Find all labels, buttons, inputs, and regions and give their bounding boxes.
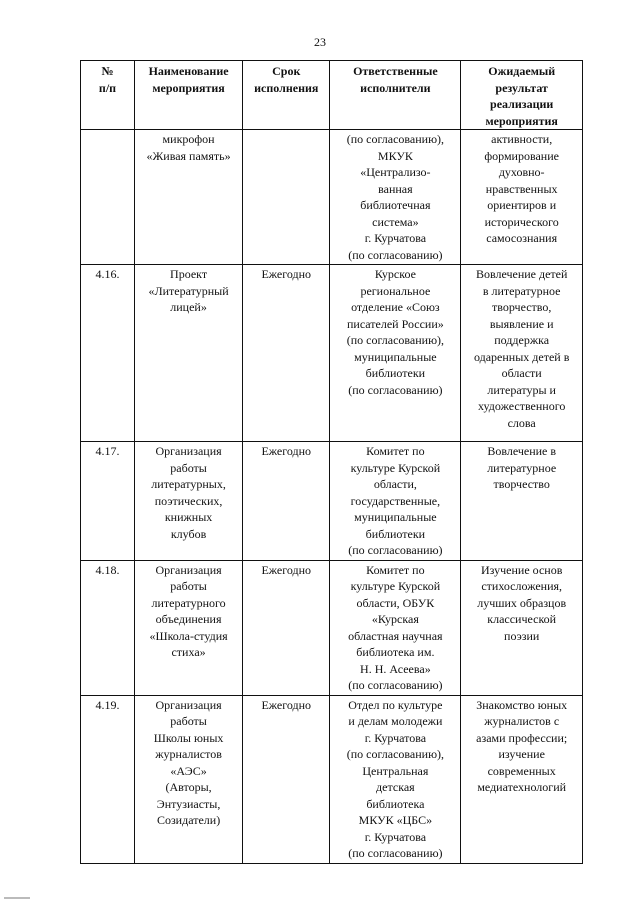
row-term: Ежегодно xyxy=(243,265,330,442)
row-number: 4.17. xyxy=(81,442,135,561)
header-expected-result: Ожидаемый результат реализации мероприятия xyxy=(461,61,583,130)
row-number: 4.16. xyxy=(81,265,135,442)
row-number: 4.19. xyxy=(81,695,135,863)
row-event-name: Организация работы литературного объединения «Школа-студия стиха» xyxy=(135,560,243,695)
row-expected-result: Вовлечение детей в литературное творчество, выявление и поддержка одаренных детей в области литературы и художественного слова xyxy=(461,265,583,442)
page-number: 23 xyxy=(314,35,326,49)
row-executors: Курское региональное отделение «Союз писателей России» (по согласованию), муниципальные библиотеки (по согласованию) xyxy=(330,265,461,442)
row-number xyxy=(81,130,135,265)
row-executors: Комитет по культуре Курской области, ОБУК «Курская областная научная библиотека им. Н. Н. Асеева» (по согласованию) xyxy=(330,560,461,695)
row-expected-result: Изучение основ стихосложения, лучших образцов классической поэзии xyxy=(461,560,583,695)
row-term: Ежегодно xyxy=(243,560,330,695)
row-executors: Комитет по культуре Курской области, государственные, муниципальные библиотеки (по согласованию) xyxy=(330,442,461,561)
row-term xyxy=(243,130,330,265)
row-expected-result: Знакомство юных журналистов с азами профессии; изучение современных медиатехнологий xyxy=(461,695,583,863)
row-expected-result: активности, формирование духовно- нравственных ориентиров и исторического самосознания xyxy=(461,130,583,265)
table-row xyxy=(81,560,583,695)
row-expected-result: Вовлечение в литературное творчество xyxy=(461,442,583,561)
header-term: Срок исполнения xyxy=(243,61,330,130)
row-executors: Отдел по культуре и делам молодежи г. Курчатова (по согласованию), Центральная детская библиотека МКУК «ЦБС» г. Курчатова (по согласованию) xyxy=(330,695,461,863)
row-event-name: микрофон «Живая память» xyxy=(135,130,243,265)
table-row xyxy=(81,130,583,265)
header-event-name: Наименование мероприятия xyxy=(135,61,243,130)
table-row xyxy=(81,695,583,863)
table-row xyxy=(81,265,583,442)
events-table xyxy=(80,60,583,864)
row-executors: (по согласованию), МКУК «Централизо- ванная библиотечная система» г. Курчатова (по согласованию) xyxy=(330,130,461,265)
scan-artifact xyxy=(4,897,30,899)
row-event-name: Организация работы Школы юных журналистов «АЭС» (Авторы, Энтузиасты, Созидатели) xyxy=(135,695,243,863)
table-row xyxy=(81,442,583,561)
row-term: Ежегодно xyxy=(243,695,330,863)
row-term: Ежегодно xyxy=(243,442,330,561)
header-number: № п/п xyxy=(81,61,135,130)
row-event-name: Организация работы литературных, поэтических, книжных клубов xyxy=(135,442,243,561)
row-number: 4.18. xyxy=(81,560,135,695)
header-executors: Ответственные исполнители xyxy=(330,61,461,130)
table-header-row xyxy=(81,61,583,130)
row-event-name: Проект «Литературный лицей» xyxy=(135,265,243,442)
